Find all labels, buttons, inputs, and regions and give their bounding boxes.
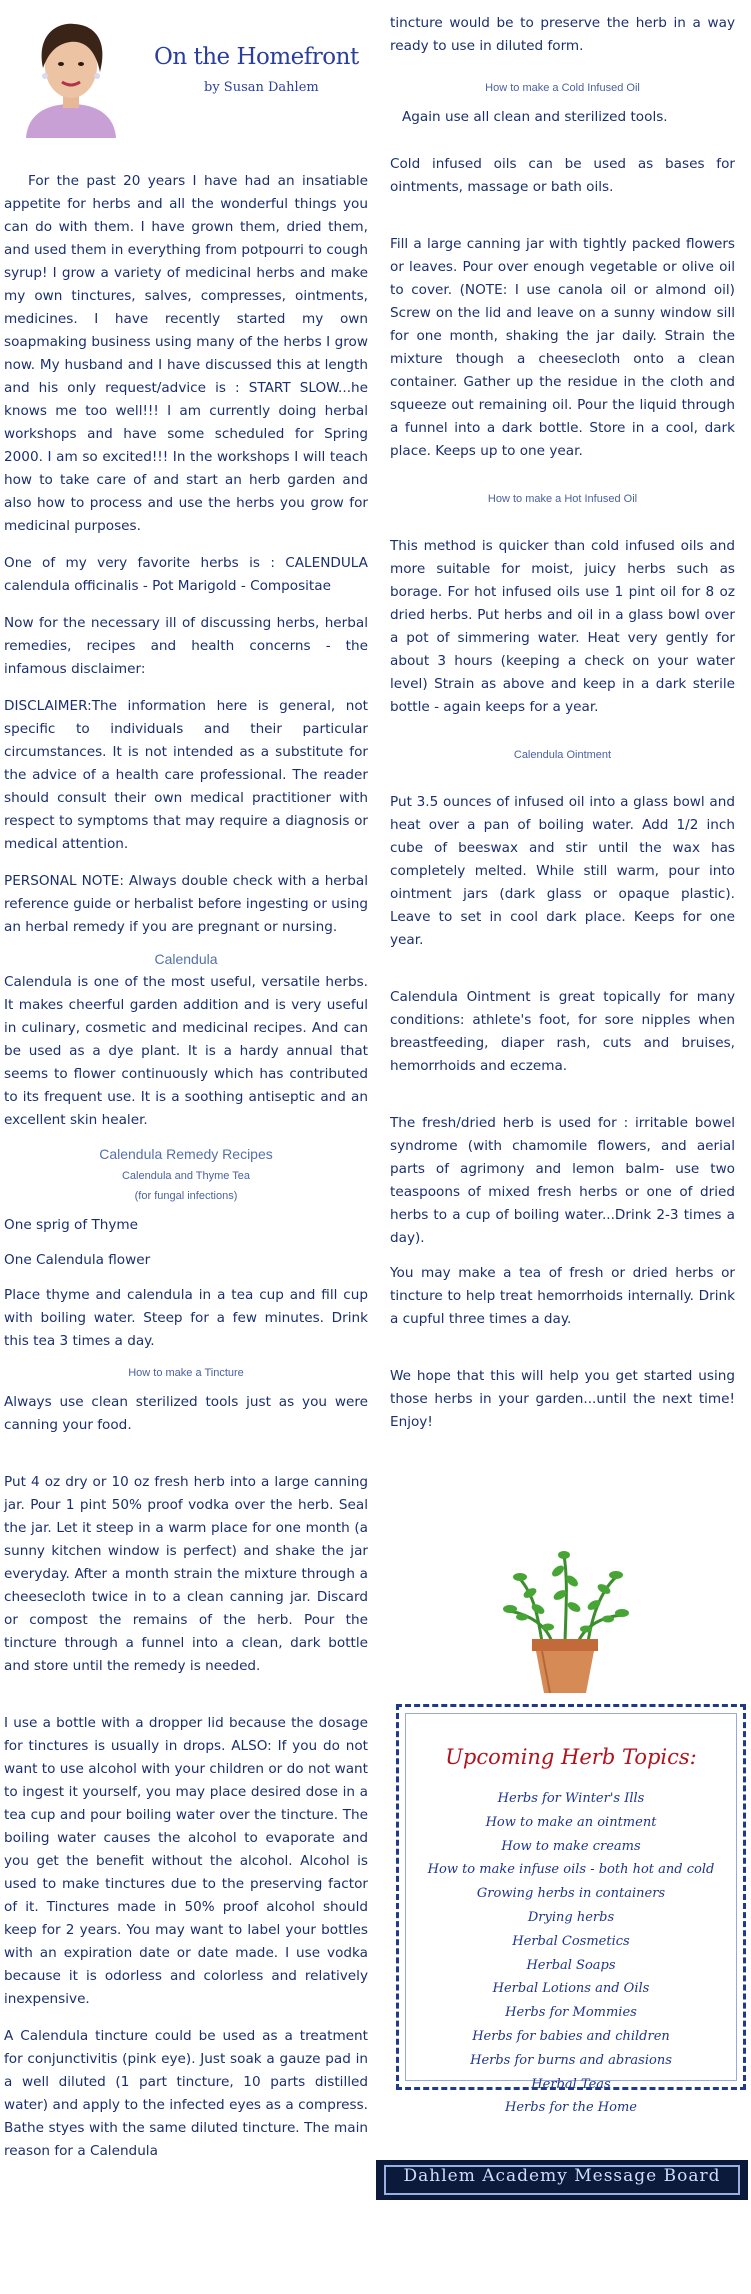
topic-item: How to make an ointment — [485, 1814, 657, 1830]
tincture-heading: How to make a Tincture — [128, 1367, 244, 1379]
cold-oil-uses: Cold infused oils can be used as bases for ointments, massage or bath oils. — [390, 156, 735, 195]
calendula-heading: Calendula — [154, 951, 218, 967]
hot-oil-heading: How to make a Hot Infused Oil — [487, 493, 638, 505]
cold-oil-heading: How to make a Cold Infused Oil — [485, 82, 640, 94]
author-portrait — [16, 16, 126, 138]
necessary-ill-paragraph: Now for the necessary ill of discussing herbs, herbal remedies, recipes and health concerns - the infamous disclaimer: — [4, 615, 368, 677]
message-board-label: Dahlem Academy Message Board — [403, 2166, 721, 2186]
ointment-heading: Calendula Ointment — [513, 749, 612, 761]
topic-item: Herbs for Mommies — [505, 2005, 637, 2021]
article-title: On the Homefront — [154, 44, 359, 70]
masthead — [4, 0, 368, 150]
topic-item: How to make creams — [501, 1838, 641, 1854]
ointment-steps: Put 3.5 ounces of infused oil into a glass bowl and heat over a pan of boiling water. Add 1/2 inch cube of beeswax and stir until the wax has completely melted. While still warm, pour into ointment jars (dark glass or opaque plastic). Leave to set in cool dark place. Keeps for one year. — [390, 794, 735, 948]
topic-item: Drying herbs — [527, 1909, 615, 1925]
hot-oil-paragraph: This method is quicker than cold infused oils and more suitable for moist, juicy herbs such as borage. For hot infused oils use 1 pint oil for 8 oz dried herbs. Put herbs and oil in a glass bowl over a pot of simmering water. Heat very gently for about 3 hours (keeping a check on your water level) Strain as above and keep in a dark sterile bottle - again keeps for a year. — [390, 538, 735, 715]
cold-oil-tools: Again use all clean and sterilized tools. — [402, 109, 668, 125]
right-column — [390, 0, 735, 1434]
fresh-herb-uses: The fresh/dried herb is used for : irritable bowel syndrome (with chamomile flowers, and aerial parts of agrimony and lemon balm- use two teaspoons of mixed fresh herbs or one of dried herbs to a cup of boiling water...Drink 2-3 times a day). — [390, 1115, 735, 1246]
message-board-link[interactable] — [376, 2160, 748, 2200]
article-byline: by Susan Dahlem — [204, 80, 319, 95]
tincture-dropper-paragraph: I use a bottle with a dropper lid because the dosage for tinctures is usually in drops. ALSO: If you do not want to use alcohol with your children or do not want to ingest it yourself, you may place desired dose in a tea cup and pour boiling water over the tincture. The boiling water causes the alcohol to evaporate and you get the benefit without the alcohol. Alcohol is used to make tinctures due to the preserving factor of it. Tinctures made in 50% proof alcohol should keep for 2 years. You may want to label your bottles with an expiration date or date made. I use vodka because it is odorless and colorless and relatively inexpensive. — [4, 1715, 368, 2007]
topic-item: Herbs for the Home — [505, 2100, 637, 2116]
upcoming-topics-list — [399, 1787, 743, 2120]
cold-oil-steps: Fill a large canning jar with tightly packed flowers or leaves. Pour over enough vegetable or olive oil to cover. (NOTE: I use canola oil or almond oil) Screw on the lid and leave on a sunny window sill for one month, shaking the jar daily. Strain the mixture though a cheesecloth onto a clean container. Gather up the residue in the cloth and squeeze out remaining oil. Pour the liquid through a funnel into a dark bottle. Store in a cool, dark place. Keeps up to one year. — [390, 236, 735, 459]
hemorrhoid-tea: You may make a tea of fresh or dried herbs or tincture to help treat hemorrhoids internally. Drink a cupful three times a day. — [390, 1265, 735, 1327]
intro-paragraph: For the past 20 years I have had an insatiable appetite for herbs and all the wonderful things you can do with them. I have grown them, dried them, and used them in everything from potpourri to cough syrup! I grow a variety of medicinal herbs and make my own tinctures, salves, compresses, ointments, medicines. I have recently started my own soapmaking business using many of the herbs I grow now. My husband and I have discussed this at length and his only request/advice is : START SLOW...he knows me too well!!! I am currently doing herbal workshops and have some scheduled for Spring 2000. I am so excited!!! In the workshops I will teach how to take care of and start an herb garden and also how to process and use the herbs you grow for medicinal purposes. — [4, 173, 368, 534]
topic-item: How to make infuse oils - both hot and cold — [427, 1862, 715, 1878]
closing-paragraph: We hope that this will help you get started using those herbs in your garden...until the next time! Enjoy! — [390, 1368, 735, 1430]
thyme-tea-heading: Calendula and Thyme Tea — [121, 1170, 250, 1182]
topic-item: Herbs for babies and children — [472, 2028, 670, 2044]
tincture-steps-paragraph: Put 4 oz dry or 10 oz fresh herb into a large canning jar. Pour 1 pint 50% proof vodka over the herb. Seal the jar. Let it steep in a warm place for one month (a sunny kitchen window is perfect) and shake the jar everyday. After a month strain the mixture through a cheesecloth twice in to a clean canning jar. Discard or compost the remains of the herb. Pour the tincture through a funnel into a clean, dark bottle and store until the remedy is needed. — [4, 1474, 368, 1674]
topic-item: Herbs for burns and abrasions — [470, 2052, 672, 2068]
ointment-uses: Calendula Ointment is great topically for many conditions: athlete's foot, for sore nipples when breastfeeding, diaper rash, cuts and bruises, hemorrhoids and eczema. — [390, 989, 735, 1074]
topic-item: Herbal Teas — [531, 2076, 611, 2092]
remedy-recipes-heading: Calendula Remedy Recipes — [99, 1146, 273, 1162]
tea-ingredient-calendula: One Calendula flower — [4, 1252, 151, 1268]
tea-instructions: Place thyme and calendula in a tea cup and fill cup with boiling water. Steep for a few minutes. Drink this tea 3 times a day. — [4, 1287, 368, 1349]
left-column — [4, 0, 368, 2163]
tea-ingredient-thyme: One sprig of Thyme — [4, 1217, 139, 1233]
topic-item: Growing herbs in containers — [476, 1886, 666, 1902]
calendula-paragraph: Calendula is one of the most useful, versatile herbs. It makes cheerful garden addition and is very useful in culinary, cosmetic and medicinal recipes. And can be used as a dye plant. It is a hardy annual that seems to flower continuously which has contributed to its frequent use. It is a soothing antiseptic and an excellent skin healer. — [4, 974, 368, 1128]
personal-note-paragraph: PERSONAL NOTE: Always double check with a herbal reference guide or herbalist before ingesting or using an herbal remedy if you are pregnant or nursing. — [4, 873, 368, 935]
tincture-conjunctivitis-paragraph: A Calendula tincture could be used as a treatment for conjunctivitis (pink eye). Just soak a gauze pad in a well diluted (1 part tincture, 10 parts distilled water) and apply to the infected eyes as a compress. Bathe styes with the same diluted tincture. The main reason for a Calendula — [4, 2028, 368, 2159]
disclaimer-paragraph: DISCLAIMER:The information here is general, not specific to individuals and their particular circumstances. It is not intended as a substitute for the advice of a health care professional. The reader should consult their own medical practitioner with respect to symptoms that may require a diagnosis or medical attention. — [4, 698, 368, 852]
topic-item: Herbal Soaps — [526, 1957, 616, 1973]
potted-herb-icon — [490, 1547, 640, 1697]
thyme-tea-subheading: (for fungal infections) — [134, 1190, 238, 1202]
topic-item: Herbal Lotions and Oils — [492, 1981, 650, 1997]
favorite-herb-paragraph: One of my very favorite herbs is : CALENDULA calendula officinalis - Pot Marigold - Compositae — [4, 555, 368, 594]
tincture-continuation: tincture would be to preserve the herb in a way ready to use in diluted form. — [390, 15, 735, 54]
topic-item: Herbs for Winter's Ills — [497, 1791, 645, 1806]
tincture-tools-paragraph: Always use clean sterilized tools just as you were canning your food. — [4, 1394, 368, 1433]
topic-item: Herbal Cosmetics — [512, 1933, 630, 1949]
upcoming-topics-box — [396, 1704, 746, 2116]
upcoming-topics-title: Upcoming Herb Topics: — [445, 1745, 697, 1769]
